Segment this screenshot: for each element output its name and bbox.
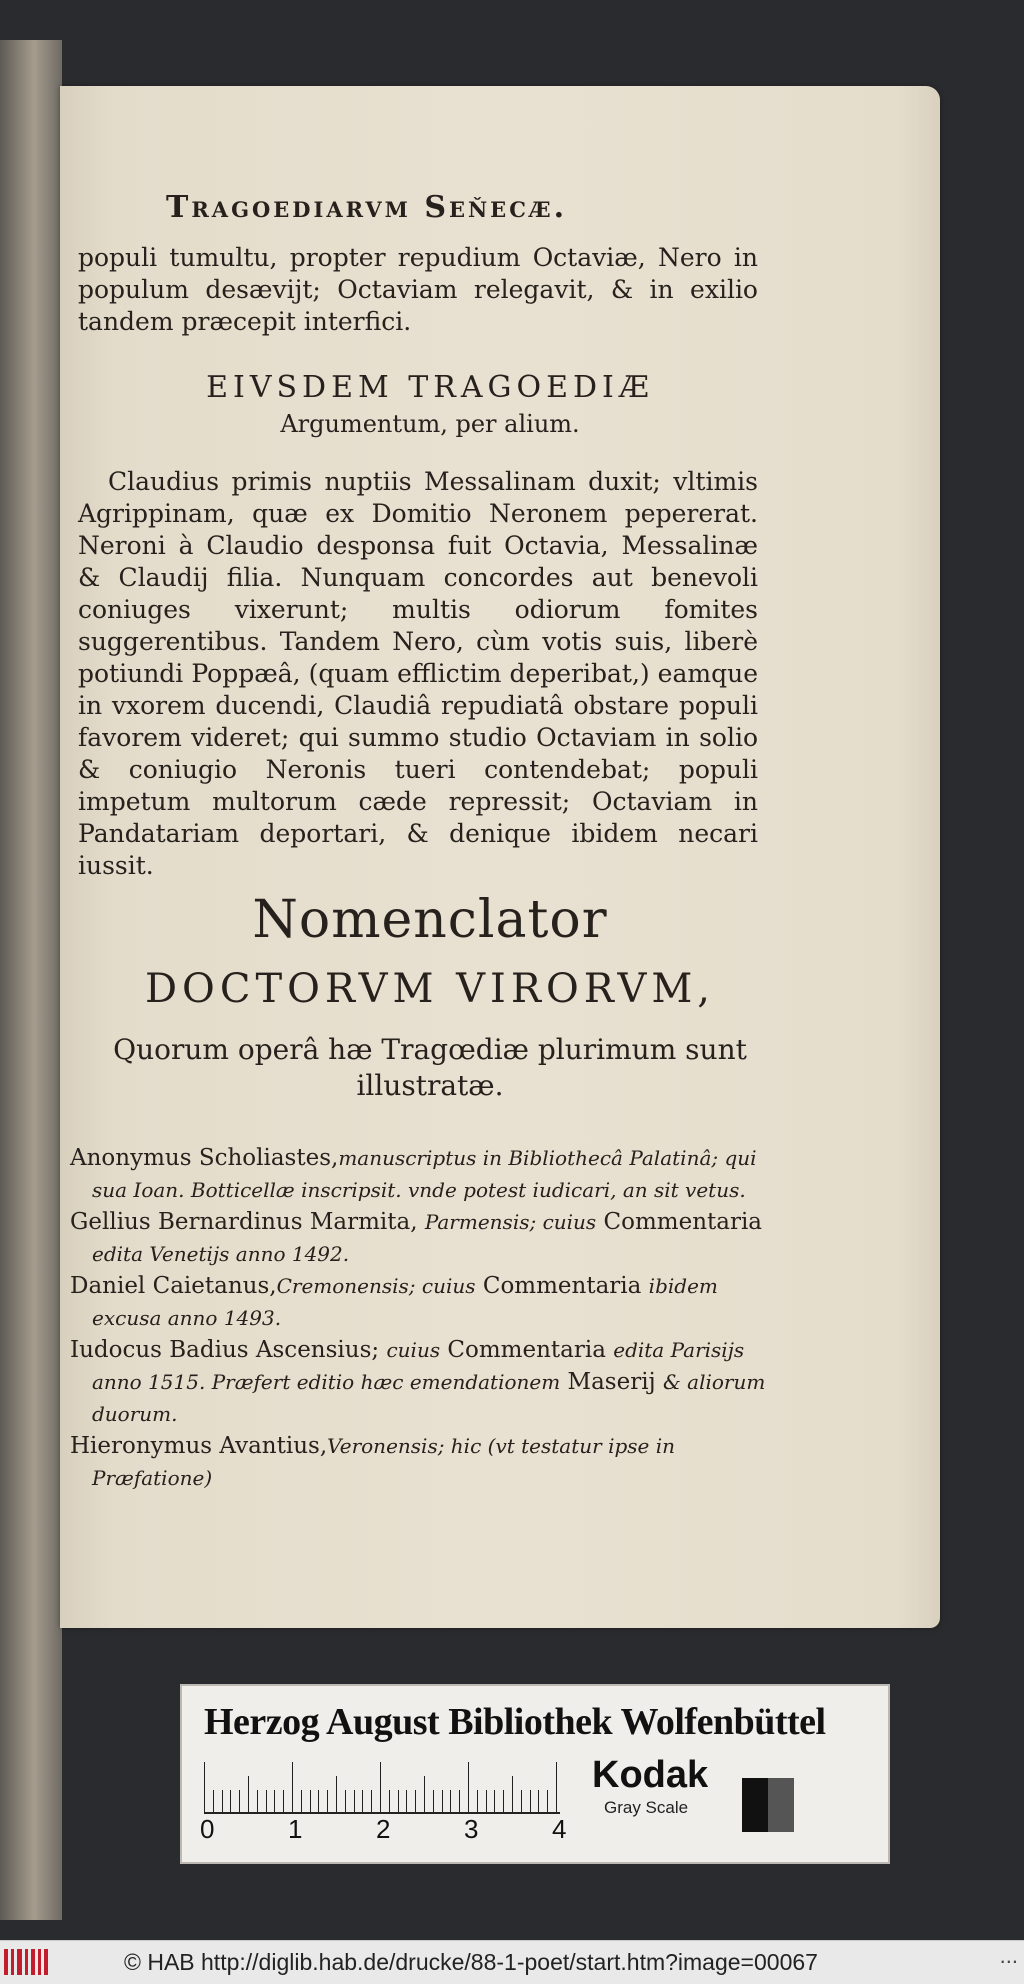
running-head: Tragoediarvm Seňecæ.	[166, 190, 568, 225]
gray-swatch-dark	[742, 1778, 768, 1832]
scholar-list	[70, 1142, 770, 1494]
section-title: EIVSDEM TRAGOEDIÆ	[206, 370, 654, 405]
nomenclator-title: Nomenclator	[252, 890, 608, 950]
gray-swatch-mid	[768, 1778, 794, 1832]
ruler-tick	[406, 1790, 407, 1812]
kodak-logo: Kodak	[592, 1754, 709, 1796]
list-item: Gellius Bernardinus Marmita, Parmensis; cuius Commentaria edita Venetijs anno 1492.	[70, 1209, 763, 1266]
argument-paragraph: Claudius primis nuptiis Messalinam duxit; vltimis Agrippinam, quæ ex Domitio Neronem pepererat. Neroni à Claudio desponsa fuit Octavia, Messalinæ & Claudij filia. Nunquam concordes aut benevoli coniuges vixerunt; multis odiorum fomites suggerentibus. Tandem Nero, cùm votis suis, liberè potiundi Poppæâ, (quam efflictim deperibat,) eamque in vxorem ducendi, Claudiâ repudiatâ obstare populi favorem videret; qui summo studio Octaviam in solio & coniugio Neronis tueri contendebat; populi impetum multorum cæde repressit; Octaviam in Pandatariam deportari, & denique ibidem necari iussit.	[78, 467, 758, 880]
ruler-tick	[283, 1790, 284, 1812]
ruler-tick	[398, 1790, 399, 1812]
scale-number: 3	[464, 1814, 479, 1844]
gray-scale-label: Gray Scale	[604, 1798, 689, 1817]
ruler-tick	[222, 1790, 223, 1812]
ruler-tick	[433, 1790, 434, 1812]
ruler-tick	[371, 1790, 372, 1812]
ruler-tick	[354, 1790, 355, 1812]
ruler-tick	[230, 1790, 231, 1812]
copyright-link[interactable]: © HAB http://diglib.hab.de/drucke/88-1-poet/start.htm?image=00067	[124, 1949, 818, 1975]
nomenclator-subtitle: DOCTORVM VIRORVM,	[144, 966, 716, 1012]
ruler-tick	[486, 1790, 487, 1812]
ruler-tick	[477, 1790, 478, 1812]
ruler-tick	[512, 1776, 513, 1812]
ruler-tick	[266, 1790, 267, 1812]
scale-number: 2	[376, 1814, 391, 1844]
paragraph-1: populi tumultu, propter repudium Octaviæ, Nero in populum desævijt; Octaviam relegavit, & in exilio tandem præcepit interfici.	[78, 243, 758, 336]
ruler-tick	[442, 1790, 443, 1812]
scale-number: 4	[552, 1814, 567, 1844]
ruler-tick	[521, 1790, 522, 1812]
ruler-tick	[503, 1790, 504, 1812]
ruler-tick	[318, 1790, 319, 1812]
ruler-tick	[257, 1790, 258, 1812]
list-item: Iudocus Badius Ascensius; cuius Commentaria edita Parisijs anno 1515. Præfert editio hæc emendationem Maserij & aliorum duorum.	[70, 1337, 766, 1426]
ruler-tick	[274, 1790, 275, 1812]
color-target-card	[180, 1684, 890, 1864]
adjacent-page-edge	[0, 40, 62, 1920]
ruler-tick	[292, 1762, 293, 1812]
list-item: Anonymus Scholiastes,manuscriptus in Bibliothecâ Palatinâ; qui sua Ioan. Botticellæ inscripsit. vnde potest iudicari, an sit vetus.	[70, 1145, 757, 1202]
ruler-tick	[239, 1790, 240, 1812]
ruler-tick	[213, 1790, 214, 1812]
ruler-tick	[380, 1762, 381, 1812]
ruler-tick	[459, 1790, 460, 1812]
ruler-tick	[424, 1776, 425, 1812]
ruler-tick	[556, 1762, 557, 1812]
book-page	[60, 86, 940, 1628]
list-item: Daniel Caietanus,Cremonensis; cuius Commentaria ibidem excusa anno 1493.	[70, 1273, 718, 1330]
ruler-tick	[301, 1790, 302, 1812]
section-subtitle: Argumentum, per alium.	[280, 410, 580, 438]
ruler-tick	[538, 1790, 539, 1812]
scale-number: 0	[200, 1814, 215, 1844]
ruler-tick	[345, 1790, 346, 1812]
ruler-tick	[327, 1790, 328, 1812]
ruler-tick	[468, 1762, 469, 1812]
viewer-footer	[0, 1940, 1024, 1984]
ruler-tick	[450, 1790, 451, 1812]
hab-logo-icon	[4, 1949, 48, 1975]
ruler-tick	[389, 1790, 390, 1812]
scale-number: 1	[288, 1814, 303, 1844]
ruler-tick	[204, 1762, 205, 1812]
ruler-tick	[494, 1790, 495, 1812]
library-name: Herzog August Bibliothek Wolfenbüttel	[204, 1701, 826, 1743]
more-options-icon[interactable]: ...	[999, 1943, 1018, 1968]
ruler-tick	[248, 1776, 249, 1812]
ruler-tick	[336, 1776, 337, 1812]
nomenclator-note: Quorum operâ hæ Tragœdiæ plurimum sunt illustratæ.	[113, 1033, 747, 1102]
ruler-tick	[547, 1790, 548, 1812]
ruler-scale	[204, 1762, 560, 1814]
list-item: Hieronymus Avantius,Veronensis; hic (vt testatur ipse in Præfatione)	[70, 1433, 676, 1490]
ruler-tick	[310, 1790, 311, 1812]
ruler-tick	[362, 1790, 363, 1812]
ruler-tick	[530, 1790, 531, 1812]
ruler-tick	[415, 1790, 416, 1812]
